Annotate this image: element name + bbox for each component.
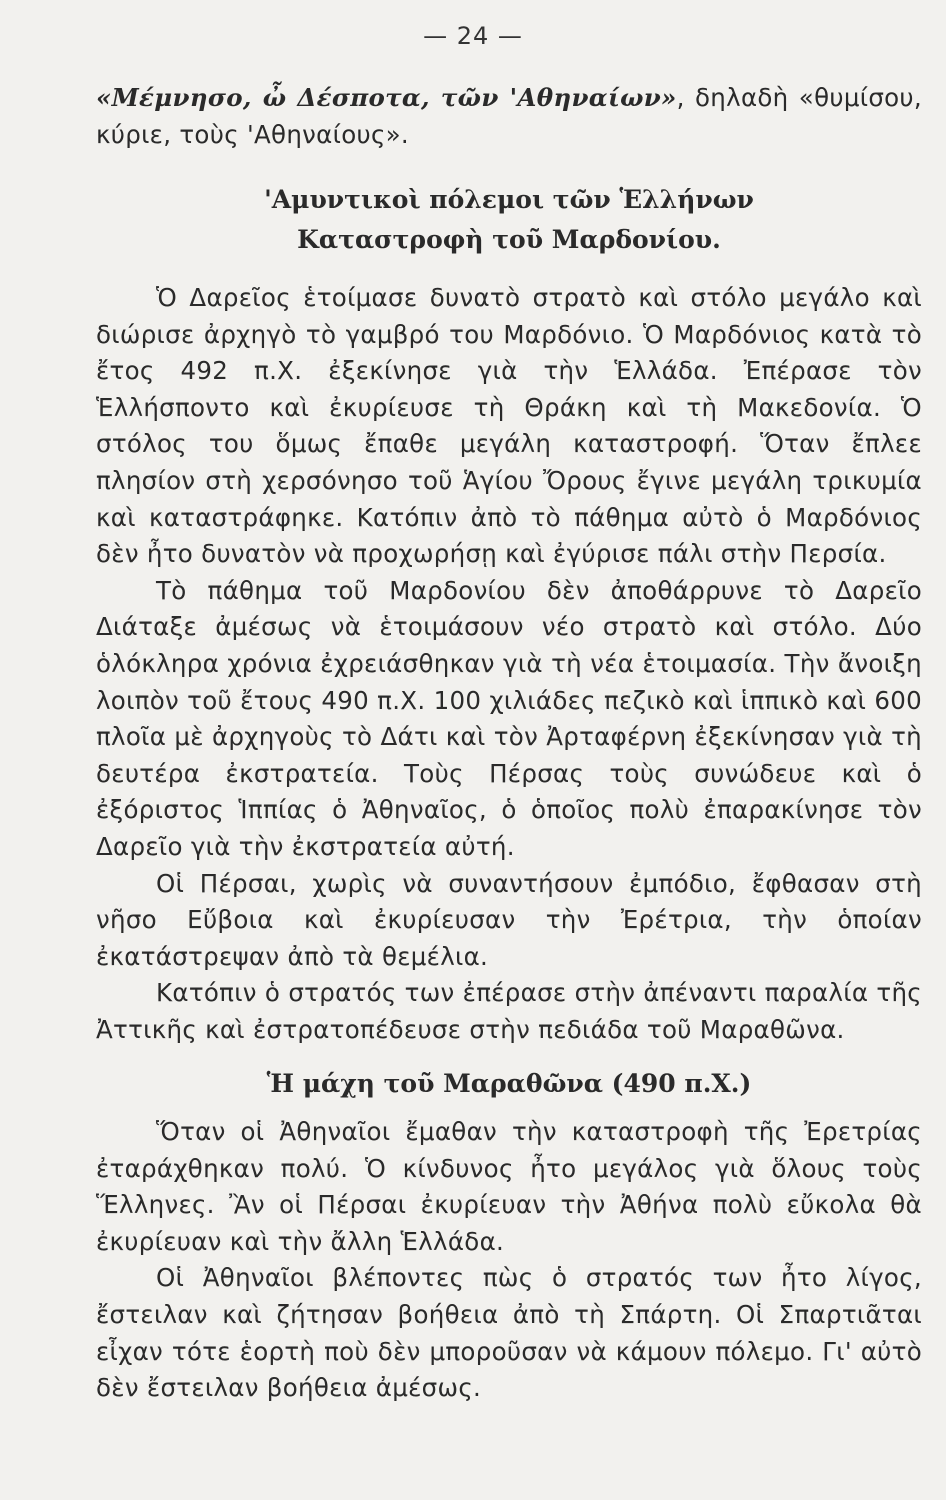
paragraph: Ὁ Δαρεῖος ἑτοίμασε δυνατὸ στρατὸ καὶ στόλο μεγάλο καὶ διώρισε ἀρχηγὸ τὸ γαμβρό του Μαρδόνιο. Ὁ Μαρδόνιος κατὰ τὸ ἔτος 492 π.Χ. ἐξεκίνησε γιὰ τὴν Ἑλλάδα. Ἐπέρασε τὸν Ἑλλήσποντο καὶ ἐκυρίευσε τὴ Θράκη καὶ τὴ Μακεδονία. Ὁ στόλος του ὅμως ἔπαθε μεγάλη καταστροφή. Ὅταν ἔπλεε πλησίον στὴ χερσόνησο τοῦ Ἁγίου Ὄρους ἔγινε μεγάλη τρικυμία καὶ καταστράφηκε. Κατόπιν ἀπὸ τὸ πάθημα αὐτὸ ὁ Μαρδόνιος δὲν ἦτο δυνατὸν νὰ προχωρήσῃ καὶ ἐγύρισε πάλι στὴν Περσία. [96,283,922,569]
paragraph: Κατόπιν ὁ στρατός των ἐπέρασε στὴν ἀπέναντι παραλία τῆς Ἀττικῆς καὶ ἐστρατοπέδευσε στὴν πεδιάδα τοῦ Μαραθῶνα. [96,978,922,1044]
intro-quote: «Μέμνησο, ὦ Δέσποτα, τῶν 'Αθηναίων» [96,83,677,112]
paragraph: Οἱ Ἀθηναῖοι βλέποντες πὼς ὁ στρατός των ἦτο λίγος, ἔστειλαν καὶ ζήτησαν βοήθεια ἀπὸ τὴ Σπάρτη. Οἱ Σπαρτιᾶται εἶχαν τότε ἑορτὴ ποὺ δὲν μποροῦσαν νὰ κάμουν πόλεμο. Γι' αὐτὸ δὲν ἔστειλαν βοήθεια ἀμέσως. [96,1263,922,1403]
section-heading-1 [96,180,922,260]
section-2-body [96,1114,922,1407]
paragraph: Ὅταν οἱ Ἀθηναῖοι ἔμαθαν τὴν καταστροφὴ τῆς Ἐρετρίας ἐταράχθηκαν πολύ. Ὁ κίνδυνος ἦτο μεγάλος γιὰ ὅλους τοὺς Ἕλληνες. Ἂν οἱ Πέρσαι ἐκυρίευαν τὴν Ἀθήνα πολὺ εὔκολα θὰ ἐκυρίευαν καὶ τὴν ἄλλη Ἑλλάδα. [96,1117,922,1256]
section-1-body [96,280,922,1048]
intro-rest: , δηλαδὴ «θυμίσου, κύριε, τοὺς 'Αθηναίους». [96,83,922,149]
section-heading-1-line1: 'Αμυντικοὶ πόλεμοι τῶν Ἑλλήνων [264,185,754,214]
section-heading-1-line2: Καταστροφὴ τοῦ Μαρδονίου. [297,225,721,254]
paragraph: Οἱ Πέρσαι, χωρὶς νὰ συναντήσουν ἐμπόδιο, ἔφθασαν στὴ νῆσο Εὔβοια καὶ ἐκυρίευσαν τὴν Ἐρέτρια, τὴν ὁποίαν ἐκατάστρεψαν ἀπὸ τὰ θεμέλια. [96,868,922,971]
page-number: — 24 — [423,22,523,50]
section-heading-2: Ἡ μάχη τοῦ Μαραθῶνα (490 π.Χ.) [266,1069,752,1098]
intro-paragraph [96,80,922,153]
paragraph: Τὸ πάθημα τοῦ Μαρδονίου δὲν ἀποθάρρυνε τὸ Δαρεῖο Διάταξε ἀμέσως νὰ ἑτοιμάσουν νέο στρατὸ καὶ στόλο. Δύο ὁλόκληρα χρόνια ἐχρειάσθηκαν γιὰ τὴ νέα ἑτοιμασία. Τὴν ἄνοιξη λοιπὸν τοῦ ἔτους 490 π.Χ. 100 χιλιάδες πεζικὸ καὶ ἱππικὸ καὶ 600 πλοῖα μὲ ἀρχηγοὺς τὸ Δάτι καὶ τὸν Ἀρταφέρνη ἐξεκίνησαν γιὰ τὴ δευτέρα ἐκστρατεία. Τοὺς Πέρσας τοὺς συνώδευε καὶ ὁ ἐξόριστος Ἱππίας ὁ Ἀθηναῖος, ὁ ὁποῖος πολὺ ἐπαρακίνησε τὸν Δαρεῖο γιὰ τὴν ἐκστρατεία αὐτή. [96,575,922,861]
